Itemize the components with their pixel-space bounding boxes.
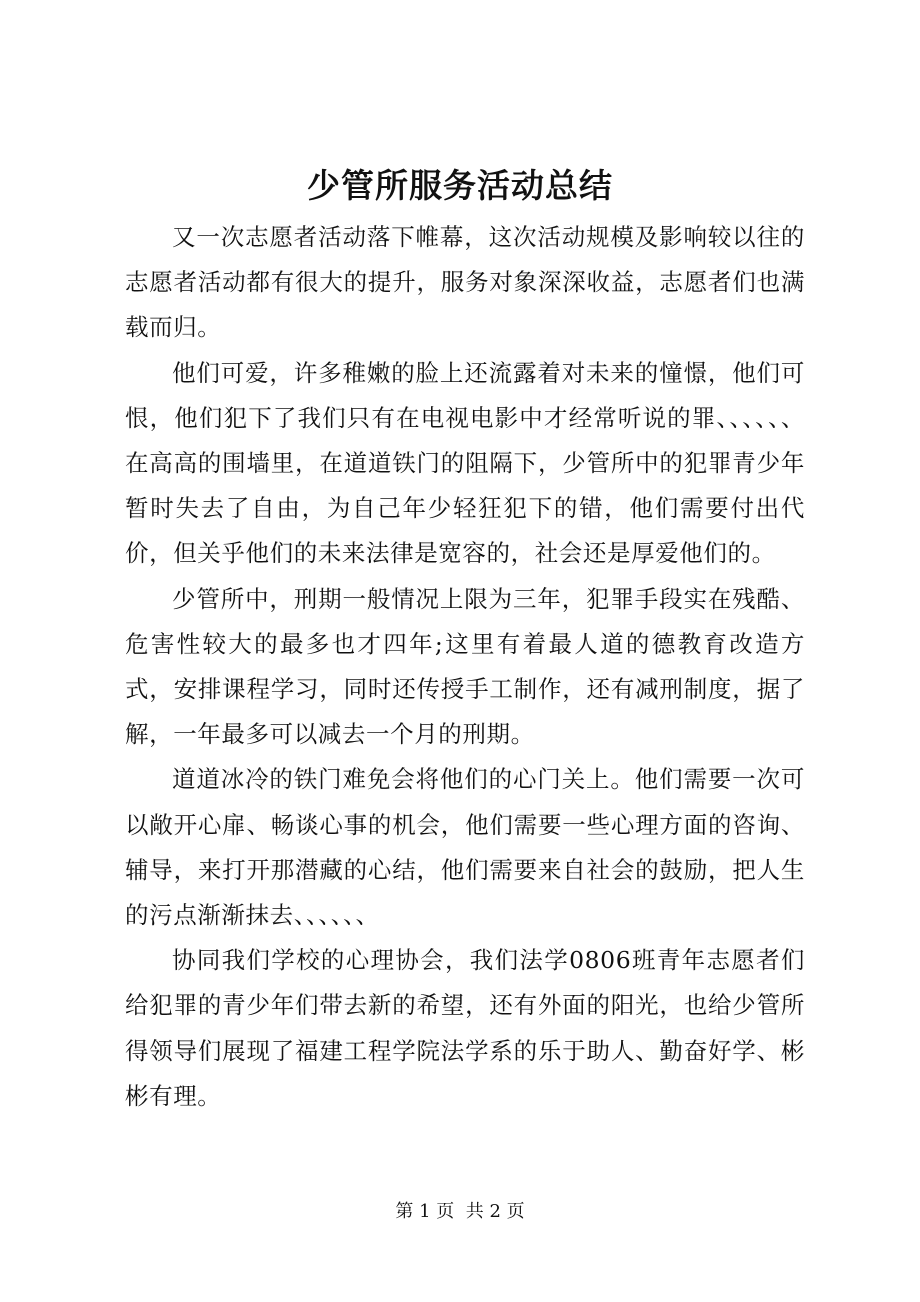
paragraph-1: 又一次志愿者活动落下帷幕，这次活动规模及影响较以往的志愿者活动都有很大的提升，服务对象深深收益，志愿者们也满载而归。 — [125, 223, 805, 342]
document-body — [125, 215, 805, 1119]
paragraph-2: 他们可爱，许多稚嫩的脸上还流露着对未来的憧憬，他们可恨，他们犯下了我们只有在电视电影中才经常听说的罪、、、、、、在高高的围墙里，在道道铁门的阻隔下，少管所中的犯罪青少年暂时失去了自由，为自己年少轻狂犯下的错，他们需要付出代价，但关乎他们的未来法律是宽容的，社会还是厚爱他们的。 — [125, 358, 805, 568]
paragraph-3: 少管所中，刑期一般情况上限为三年，犯罪手段实在残酷、危害性较大的最多也才四年;这里有着最人道的德教育改造方式，安排课程学习，同时还传授手工制作，还有减刑制度，据了解，一年最多可以减去一个月的刑期。 — [125, 584, 805, 749]
footer-spacer — [454, 1201, 465, 1222]
paragraph-5: 协同我们学校的心理协会，我们法学0806班青年志愿者们给犯罪的青少年们带去新的希望，还有外面的阳光，也给少管所得领导们展现了福建工程学院法学系的乐于助人、勤奋好学、彬彬有理。 — [125, 946, 805, 1110]
page-number: 第 1 页 — [395, 1201, 455, 1222]
paragraph-4: 道道冰冷的铁门难免会将他们的心门关上。他们需要一次可以敞开心扉、畅谈心事的机会，他们需要一些心理方面的咨询、辅导，来打开那潜藏的心结，他们需要来自社会的鼓励，把人生的污点渐渐抹去、、、、、、 — [125, 765, 805, 930]
page-footer — [0, 1198, 920, 1226]
page-total: 共 2 页 — [465, 1201, 525, 1222]
document-title: 少管所服务活动总结 — [307, 166, 613, 205]
